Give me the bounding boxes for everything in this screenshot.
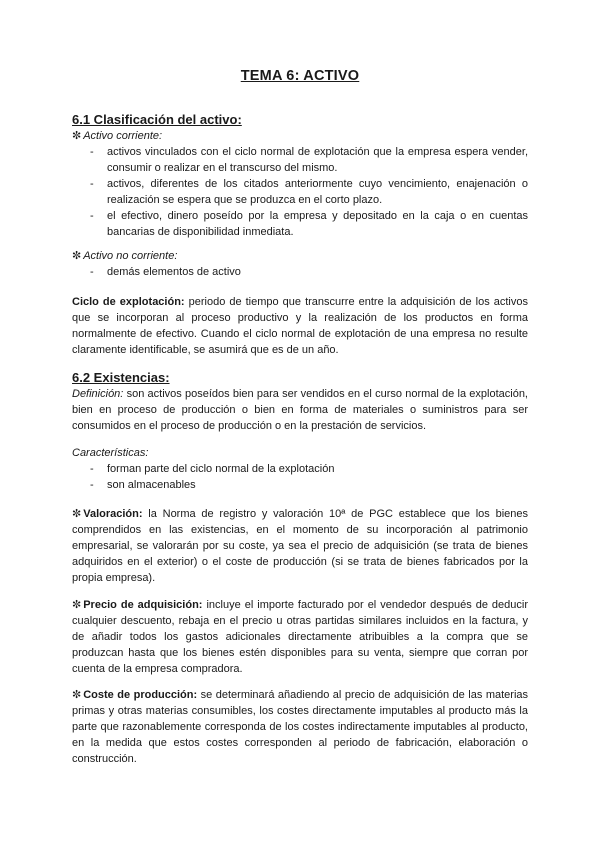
activo-no-corriente-label: ✼ Activo no corriente:	[72, 250, 178, 262]
list-item: - activos, diferentes de los citados anteriormente cuyo vencimiento, enajenación o realización se espera que se produzca en el corto plazo.	[107, 176, 528, 208]
valoracion-term: Valoración:	[83, 508, 143, 520]
activo-no-corriente	[72, 248, 528, 280]
coste-produccion-paragraph	[72, 687, 528, 767]
coste-text: se determinará añadiendo al precio de adquisición de las materias primas y otras materias consumibles, los costes directamente imputables al producto más la parte que razonablemente corresponda de los costes indirectamente imputables al producto, en la medida que estos costes corresponden al periodo de fabricación, elaboración o construcción.	[72, 689, 529, 765]
list-item: - forman parte del ciclo normal de la explotación	[107, 461, 528, 477]
list-item: - demás elementos de activo	[107, 264, 528, 280]
definicion-label: Definición:	[72, 388, 124, 400]
definicion-paragraph	[72, 386, 528, 434]
valoracion-paragraph	[72, 506, 528, 586]
asterisk-icon: ✼	[72, 250, 82, 262]
section-heading-6-1: 6.1 Clasificación del activo:	[72, 112, 242, 127]
ciclo-explotacion-paragraph	[72, 294, 528, 358]
ciclo-term: Ciclo de explotación:	[72, 296, 185, 308]
section-6-2	[72, 369, 528, 434]
list-item: - el efectivo, dinero poseído por la empresa y depositado en la caja o en cuentas bancarias de disponibilidad inmediata.	[107, 208, 528, 240]
asterisk-icon: ✼	[72, 689, 82, 701]
coste-term: Coste de producción:	[83, 689, 198, 701]
valoracion-text: la Norma de registro y valoración 10ª de PGC establece que los bienes comprendidos en las existencias, en el momento de su incorporación al patrimonio empresarial, se valorarán por su coste, ya sea el precio de adquisición (se trata de bienes adquiridos en el exterior) o el coste de producción (si se trata de bienes fabricados por la propia empresa).	[72, 508, 528, 584]
caracteristicas-list	[72, 461, 528, 493]
activo-no-corriente-list	[72, 264, 528, 280]
caracteristicas	[72, 445, 528, 493]
asterisk-icon: ✼	[72, 508, 82, 520]
precio-term: Precio de adquisición:	[83, 599, 203, 611]
section-heading-6-2: 6.2 Existencias:	[72, 370, 170, 385]
precio-text: incluye el importe facturado por el vendedor después de deducir cualquier descuento, rebaja en el precio u otras partidas similares incluidos en la factura, y de añadir todos los gastos adicionales directamente atribuibles a la compra que se produzcan hasta que los bienes estén disponibles para su venta, siempre que corran por cuenta de la empresa compradora.	[72, 599, 529, 675]
activo-corriente-label: ✼ Activo corriente:	[72, 130, 163, 142]
page-title: TEMA 6: ACTIVO	[240, 68, 360, 84]
caracteristicas-label: Características:	[72, 447, 149, 459]
asterisk-icon: ✼	[72, 599, 82, 611]
list-item: - son almacenables	[107, 477, 528, 493]
section-6-1	[72, 111, 528, 240]
activo-corriente-list	[72, 144, 528, 240]
definicion-text: son activos poseídos bien para ser vendidos en el curso normal de la explotación, bien en proceso de producción o bien en forma de materiales o suministros para ser consumidos en el proceso de producción o en la prestación de servicios.	[72, 388, 528, 432]
list-item: - activos vinculados con el ciclo normal de explotación que la empresa espera vender, consumir o realizar en el transcurso del mismo.	[107, 144, 528, 176]
asterisk-icon: ✼	[72, 130, 82, 142]
ciclo-text: periodo de tiempo que transcurre entre la adquisición de los activos que se incorporan al proceso productivo y la realización de los productos en forma normalmente de efectivo. Cuando el ciclo normal de explotación de una empresa no resulte claramente identificable, se asumirá que es de un año.	[72, 296, 528, 356]
precio-adquisicion-paragraph	[72, 597, 528, 677]
